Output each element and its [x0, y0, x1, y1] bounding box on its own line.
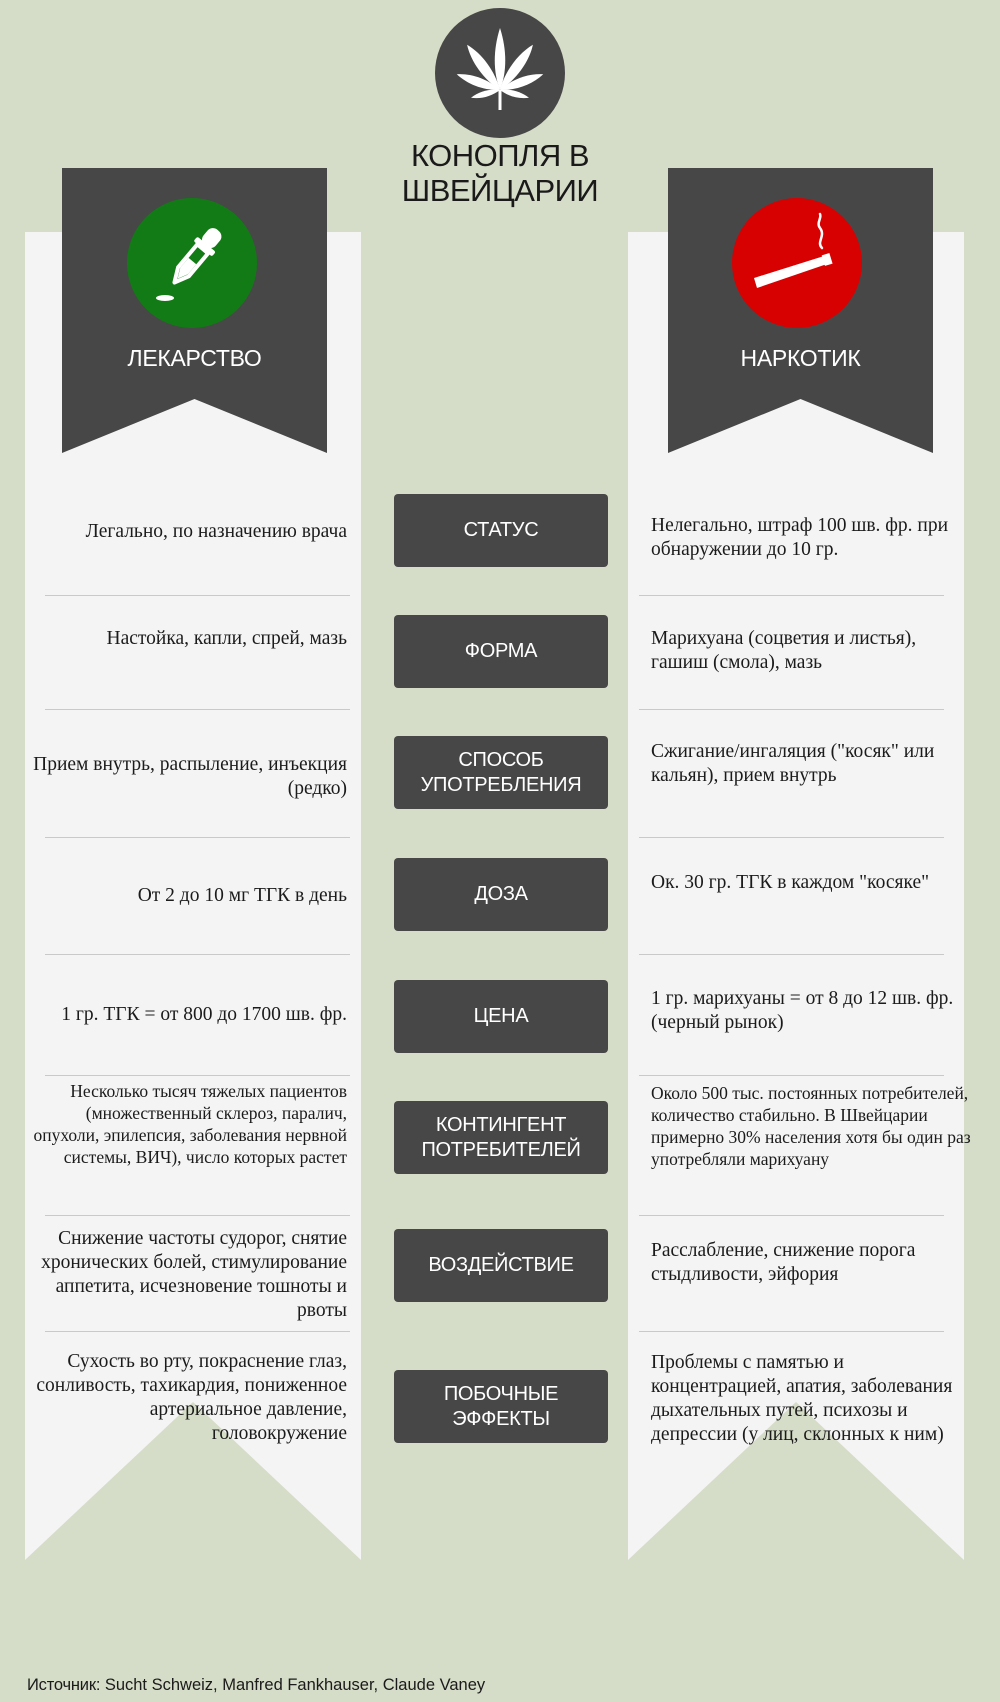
row-users-medicine-text: Несколько тысяч тяжелых пациентов (множественный склероз, паралич, опухоли, эпилепсия, заболевания нервной системы, ВИЧ), число которых растет: [33, 1081, 347, 1167]
cannabis-leaf-icon: [435, 8, 565, 138]
row-form-medicine-text: Настойка, капли, спрей, мазь: [106, 628, 347, 649]
category-status: СТАТУС: [394, 494, 608, 567]
row-side-effects-drug-text: Проблемы с памятью и концентрацией, апатия, заболевания дыхательных путей, психозы и депрессии (у лиц, склонных к ним): [651, 1352, 953, 1445]
row-status-medicine-text: Легально, по назначению врача: [85, 521, 347, 542]
row-effect-medicine-text: Снижение частоты судорог, снятие хронических болей, стимулирование аппетита, исчезновение тошноты и рвоты: [41, 1228, 347, 1321]
cannabis-logo: [435, 8, 565, 138]
divider: [639, 595, 944, 596]
divider: [45, 595, 350, 596]
divider: [45, 1215, 350, 1216]
divider: [639, 954, 944, 955]
category-method: СПОСОБ УПОТРЕБЛЕНИЯ: [394, 736, 608, 809]
row-price-medicine-text: 1 гр. ТГК = от 800 до 1700 шв. фр.: [61, 1004, 347, 1025]
row-side-effects-medicine-text: Сухость во рту, покраснение глаз, сонливость, тахикардия, пониженное артериальное давление, головокружение: [36, 1351, 347, 1444]
medicine-label: ЛЕКАРСТВО: [127, 345, 262, 371]
row-price-drug-text: 1 гр. марихуаны = от 8 до 12 шв. фр. (черный рынок): [651, 988, 954, 1033]
row-method-medicine-text: Прием внутрь, распыление, инъекция (редко): [33, 754, 347, 799]
category-dose: ДОЗА: [394, 858, 608, 931]
pipette-icon: [127, 198, 257, 328]
source-text: Sucht Schweiz, Manfred Fankhauser, Claude Vaney: [104, 1676, 486, 1694]
category-price: ЦЕНА: [394, 980, 608, 1053]
category-side-effects: ПОБОЧНЫЕ ЭФФЕКТЫ: [394, 1370, 608, 1443]
divider: [639, 1215, 944, 1216]
row-effect-drug-text: Расслабление, снижение порога стыдливости, эйфория: [651, 1240, 916, 1285]
divider: [45, 837, 350, 838]
page-title: КОНОПЛЯ В ШВЕЙЦАРИИ: [401, 138, 599, 208]
divider: [639, 1331, 944, 1332]
medicine-badge: [127, 198, 257, 328]
divider: [639, 1075, 944, 1076]
row-method-drug-text: Сжигание/ингаляция ("косяк" или кальян), прием внутрь: [651, 741, 935, 786]
divider: [45, 1075, 350, 1076]
category-form: ФОРМА: [394, 615, 608, 688]
source-line: [27, 1676, 485, 1695]
drug-badge: [732, 198, 862, 328]
divider: [639, 709, 944, 710]
drug-label: НАРКОТИК: [740, 345, 861, 371]
divider: [45, 954, 350, 955]
joint-icon: [732, 198, 862, 328]
divider: [45, 1331, 350, 1332]
row-status-drug-text: Нелегально, штраф 100 шв. фр. при обнаружении до 10 гр.: [651, 515, 949, 560]
category-users: КОНТИНГЕНТ ПОТРЕБИТЕЛЕЙ: [394, 1101, 608, 1174]
divider: [45, 709, 350, 710]
divider: [639, 837, 944, 838]
row-form-drug-text: Марихуана (соцветия и листья), гашиш (смола), мазь: [651, 628, 917, 673]
row-dose-drug-text: Ок. 30 гр. ТГК в каждом "косяке": [651, 872, 930, 893]
row-users-drug-text: Около 500 тыс. постоянных потребителей, количество стабильно. В Швейцарии примерно 30% населения хотя бы один раз употребляли марихуану: [651, 1083, 971, 1169]
source-label: Источник:: [27, 1676, 101, 1694]
category-effect: ВОЗДЕЙСТВИЕ: [394, 1229, 608, 1302]
row-dose-medicine-text: От 2 до 10 мг ТГК в день: [137, 885, 347, 906]
